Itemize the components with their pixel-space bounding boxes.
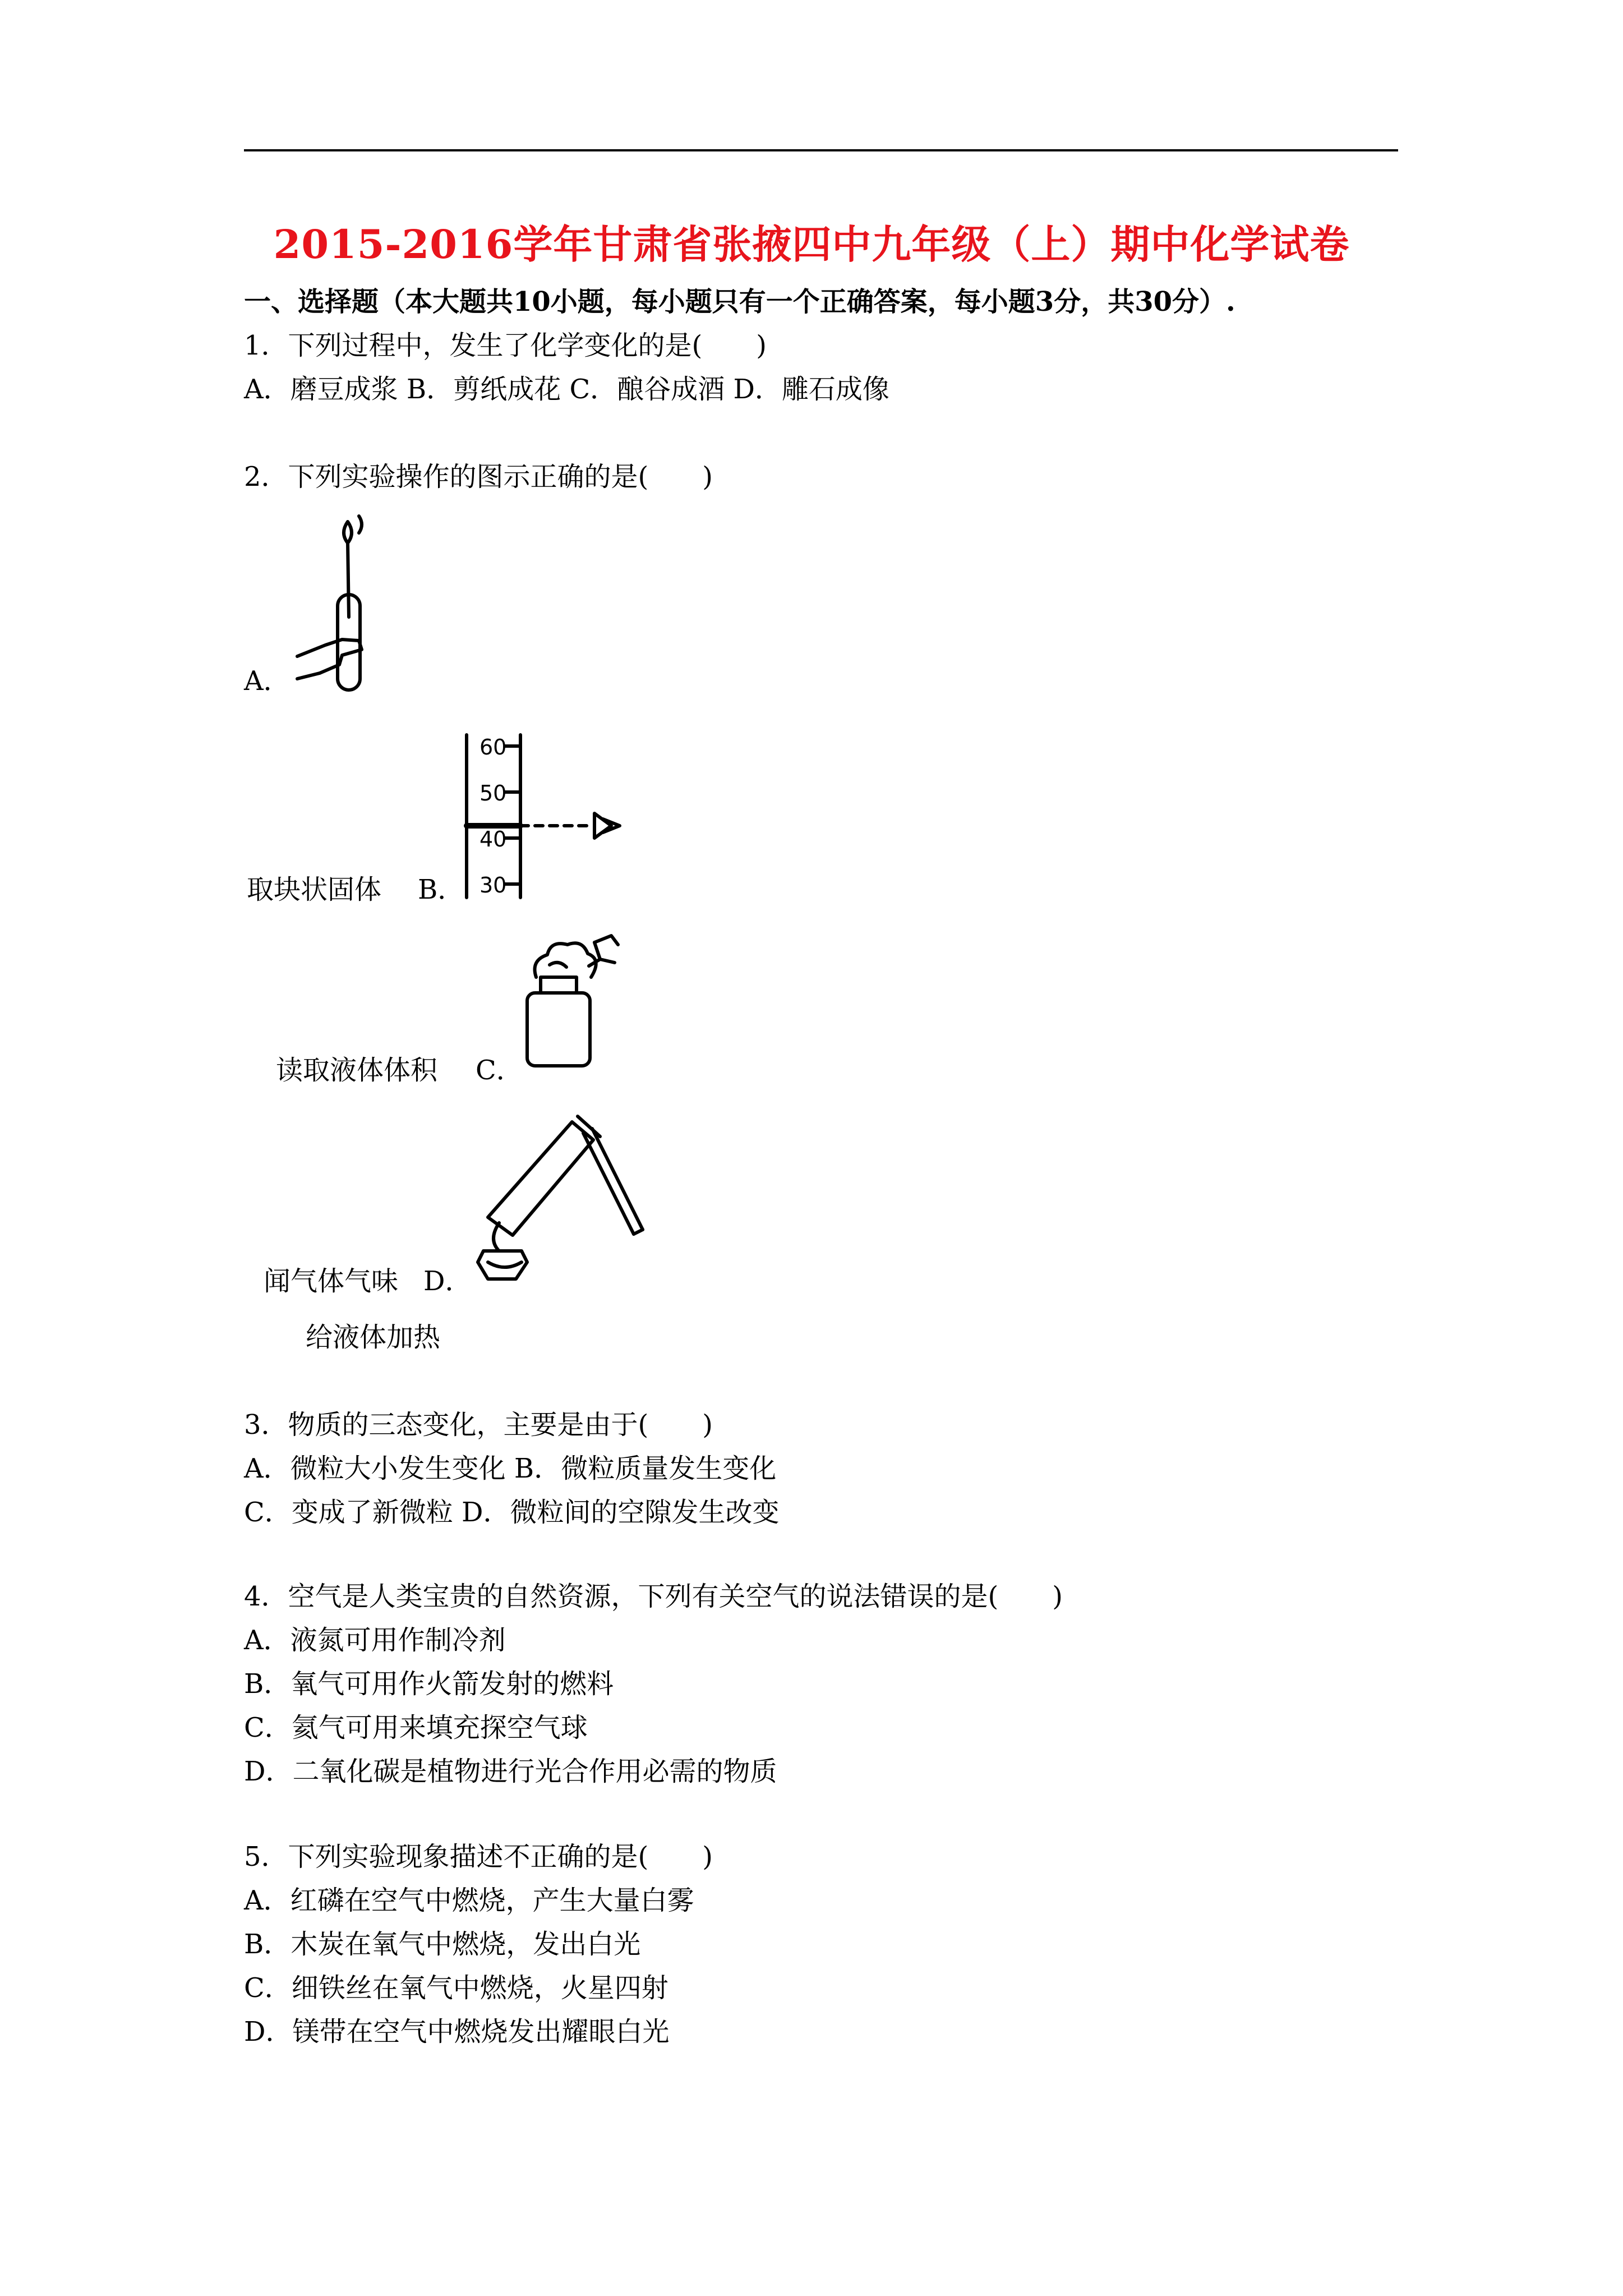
option-a-label: A．	[244, 665, 291, 697]
question-5-option-d: D．镁带在空气中燃烧发出耀眼白光	[244, 2016, 670, 2047]
question-4-option-a: A．液氮可用作制冷剂	[244, 1625, 506, 1656]
question-5-option-b: B．木炭在氧气中燃烧，发出白光	[244, 1929, 641, 1960]
option-b-label: B．	[418, 874, 465, 905]
question-3-options-line2: C．变成了新微粒 D．微粒间的空隙发生改变	[244, 1497, 780, 1528]
header-rule	[244, 149, 1398, 151]
cylinder-tick-40: 40	[479, 827, 507, 852]
page-title: 2015-2016学年甘肃省张掖四中九年级（上）期中化学试卷	[273, 221, 1350, 268]
question-3-options-line1: A．微粒大小发生变化 B．微粒质量发生变化	[244, 1453, 777, 1484]
section-heading: 一、选择题（本大题共10小题，每小题只有一个正确答案，每小题3分，共30分）.	[244, 286, 1235, 318]
question-4-option-b: B．氧气可用作火箭发射的燃料	[244, 1668, 614, 1700]
question-5-option-a: A．红磷在空气中燃烧，产生大量白雾	[244, 1885, 694, 1916]
option-c-label: C．	[476, 1055, 523, 1086]
question-4-option-d: D．二氧化碳是植物进行光合作用必需的物质	[244, 1756, 777, 1787]
caption-d: 给液体加热	[306, 1322, 441, 1353]
question-5-option-c: C．细铁丝在氧气中燃烧，火星四射	[244, 1972, 668, 2004]
question-2-stem: 2．下列实验操作的图示正确的是( )	[244, 461, 713, 493]
alcohol-lamp-heating-icon	[465, 1111, 656, 1285]
question-4-stem: 4．空气是人类宝贵的自然资源，下列有关空气的说法错误的是( )	[244, 1581, 1063, 1612]
match-test-tube-icon	[286, 510, 409, 696]
cylinder-tick-30: 30	[479, 873, 507, 898]
caption-a: 取块状固体	[247, 874, 382, 905]
question-5-stem: 5．下列实验现象描述不正确的是( )	[244, 1841, 713, 1872]
caption-b: 读取液体体积	[276, 1055, 438, 1086]
caption-c: 闻气体气味	[264, 1266, 399, 1297]
question-4-option-c: C．氦气可用来填充探空气球	[244, 1712, 588, 1743]
question-1-stem: 1．下列过程中，发生了化学变化的是( )	[244, 330, 767, 361]
question-1-options: A．磨豆成浆 B．剪纸成花 C．酿谷成酒 D．雕石成像	[244, 374, 889, 405]
question-3-stem: 3．物质的三态变化，主要是由于( )	[244, 1409, 713, 1441]
cylinder-tick-60: 60	[479, 735, 507, 760]
option-d-label: D．	[423, 1266, 472, 1297]
gas-jar-smell-icon	[516, 931, 628, 1071]
cylinder-tick-50: 50	[479, 781, 507, 806]
